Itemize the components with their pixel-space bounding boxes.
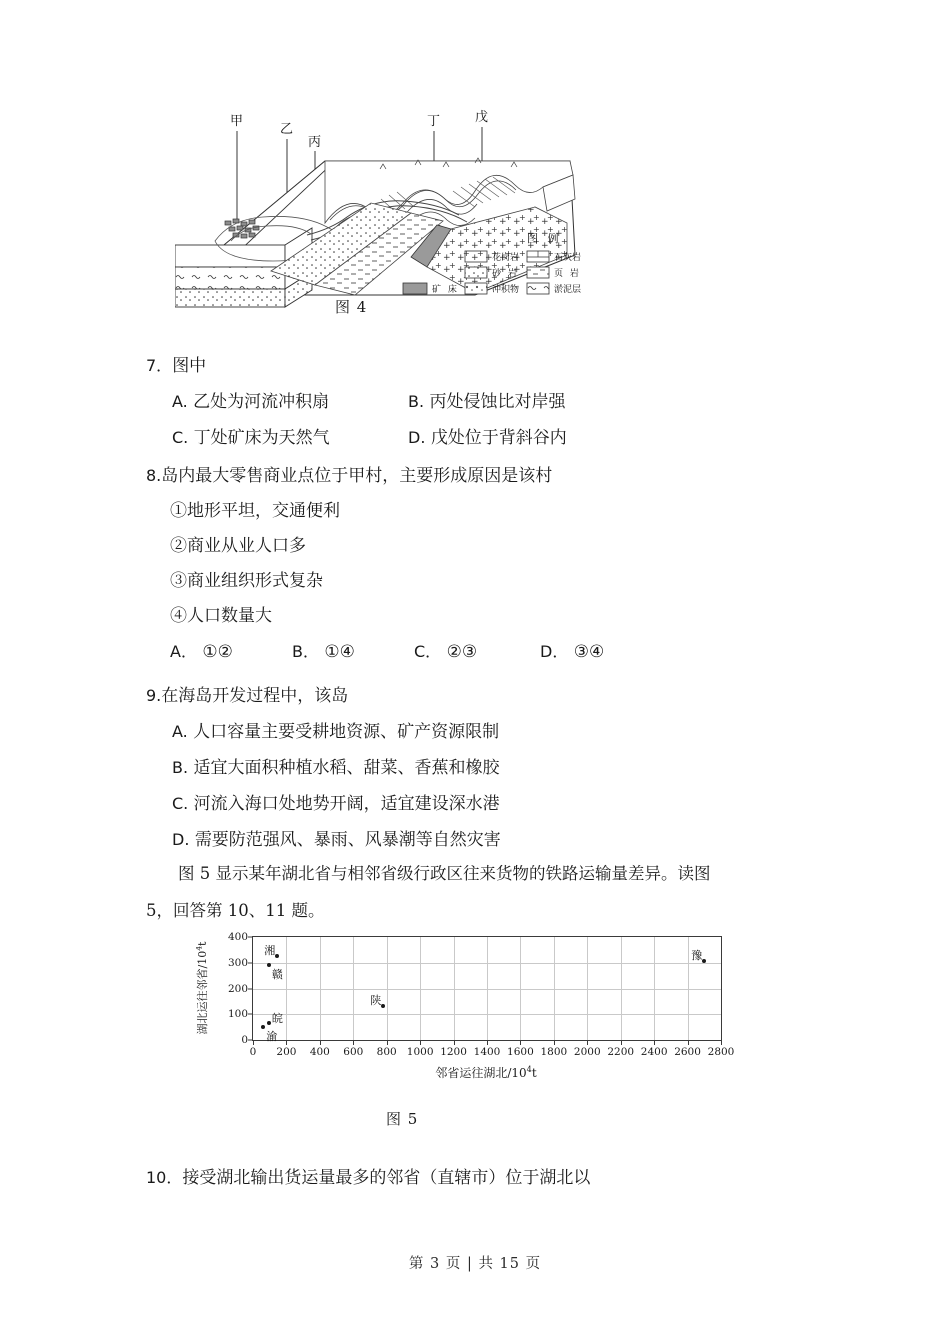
legend-label-shale: 页 岩 <box>554 269 581 279</box>
question-7-options-row-2 <box>146 420 567 456</box>
question-8-stem: 岛内最大零售商业点位于甲村，主要形成原因是该村 <box>161 466 553 486</box>
chart-y-tick-mark <box>248 937 253 938</box>
question-7-stem: 图中 <box>172 356 207 376</box>
question-10 <box>146 1163 590 1188</box>
question-9-option-b-label: B. <box>172 758 189 777</box>
legend-label-granite: 花岗岩 <box>492 253 520 263</box>
chart-y-axis-label-sup: 4 <box>194 945 204 951</box>
question-9-option-a[interactable] <box>146 714 501 750</box>
chart-gridline-horizontal <box>253 989 721 990</box>
chart-x-tick-label: 2200 <box>607 1046 635 1058</box>
chart-x-tick-mark <box>420 1040 421 1045</box>
question-9-option-d-text: 需要防范强风、暴雨、风暴潮等自然灾害 <box>194 830 501 850</box>
chart-point-渝[interactable] <box>261 1025 265 1029</box>
question-9-option-b-text: 适宜大面积种植水稻、甜菜、香蕉和橡胶 <box>193 758 500 778</box>
question-7-option-a[interactable] <box>172 384 408 420</box>
figure-4-callout-labels <box>230 109 488 150</box>
question-7-number: 7． <box>146 356 173 375</box>
chart-y-axis-label-pre: 湖北运往邻省/10 <box>196 950 209 1035</box>
chart-x-tick-label: 1600 <box>507 1046 534 1058</box>
chart-y-tick-mark <box>248 962 253 963</box>
chart-x-axis-label-pre: 邻省运往湖北/10 <box>435 1066 527 1080</box>
chart-x-tick-label: 200 <box>276 1046 297 1058</box>
chart-x-tick-mark <box>387 1040 388 1045</box>
chart-plot-area <box>227 931 735 1058</box>
legend-label-sandstone: 砂 岩 <box>492 269 519 279</box>
chart-y-axis-label <box>194 942 210 1035</box>
legend-swatch-silt <box>527 283 549 294</box>
question-8 <box>146 458 604 670</box>
callout-label-ding: 丁 <box>427 114 441 129</box>
chart-point-赣[interactable] <box>267 963 271 967</box>
chart-x-tick-label: 800 <box>376 1046 397 1058</box>
question-8-option-b[interactable] <box>292 634 414 670</box>
question-7-option-d-text: 戊处位于背斜谷内 <box>430 428 567 448</box>
chart-x-tick-mark <box>487 1040 488 1045</box>
chart-x-tick-mark <box>688 1040 689 1045</box>
intro-line-2: 5，回答第 10、11 题。 <box>146 901 325 920</box>
figure-5-intro-paragraph <box>146 855 846 929</box>
question-9-stem-line <box>146 678 501 714</box>
question-8-option-d-text: ③④ <box>573 642 605 662</box>
chart-x-tick-mark <box>587 1040 588 1045</box>
chart-point-陕[interactable] <box>381 1004 385 1008</box>
question-7-option-c-label: C. <box>172 428 189 447</box>
question-8-statement-1: ①地形平坦，交通便利 <box>170 501 340 521</box>
legend-swatch-shale <box>527 267 549 278</box>
chart-x-tick-mark <box>520 1040 521 1045</box>
callout-label-yi: 乙 <box>280 122 294 137</box>
chart-x-tick-label: 400 <box>309 1046 330 1058</box>
question-7 <box>146 348 567 456</box>
chart-x-axis-label <box>435 1064 536 1081</box>
question-9 <box>146 678 501 858</box>
chart-gridline-horizontal <box>253 1014 721 1015</box>
question-9-stem: 在海岛开发过程中，该岛 <box>161 686 349 706</box>
question-9-option-c-text: 河流入海口处地势开阔，适宜建设深水港 <box>193 794 500 814</box>
question-8-statement-2: ②商业从业人口多 <box>170 536 306 556</box>
question-7-option-c-text: 丁处矿床为天然气 <box>193 428 330 448</box>
page-footer: 第 3 页 | 共 15 页 <box>408 1256 542 1272</box>
chart-x-tick-mark <box>253 1040 254 1045</box>
chart-point-label-湘: 湘 <box>264 943 276 957</box>
question-9-option-a-text: 人口容量主要受耕地资源、矿产资源限制 <box>193 722 500 742</box>
question-8-options-row <box>146 634 604 670</box>
chart-x-tick-label: 0 <box>249 1046 257 1058</box>
question-7-option-b-label: B. <box>408 392 425 411</box>
chart-point-label-赣: 赣 <box>271 967 283 981</box>
chart-x-axis-label-sup: 4 <box>526 1064 532 1074</box>
chart-x-axis-label-post: t <box>531 1066 537 1080</box>
question-8-option-d-label: D． <box>540 642 569 661</box>
legend-label-alluvium: 冲积物 <box>492 285 520 295</box>
chart-point-湘[interactable] <box>275 954 279 958</box>
figure-4-caption: 图 4 <box>335 298 368 316</box>
question-8-stem-line <box>146 458 604 494</box>
question-8-option-a-text: ①② <box>202 642 233 662</box>
chart-y-tick-mark <box>248 988 253 989</box>
question-7-option-a-label: A. <box>172 392 188 411</box>
figure-5-scatter-chart <box>196 928 756 1088</box>
chart-x-tick-mark <box>454 1040 455 1045</box>
chart-x-tick-label: 2600 <box>674 1046 701 1058</box>
legend-swatch-alluvium <box>465 283 487 294</box>
chart-point-皖[interactable] <box>267 1021 271 1025</box>
chart-x-tick-mark <box>621 1040 622 1045</box>
chart-x-tick-mark <box>554 1040 555 1045</box>
chart-y-tick-label: 300 <box>227 956 248 969</box>
legend-label-silt: 淤泥层 <box>554 285 582 295</box>
legend-swatch-ore <box>403 283 427 294</box>
chart-x-tick-mark <box>320 1040 321 1045</box>
chart-x-tick-mark <box>286 1040 287 1045</box>
question-7-stem-line <box>146 348 567 384</box>
figure-5-caption: 图 5 <box>386 1110 419 1128</box>
chart-x-tick-label: 2800 <box>707 1046 735 1058</box>
figure-4-village-jia <box>225 219 259 238</box>
question-8-option-c-label: C． <box>414 642 442 661</box>
chart-y-axis-label-post: t <box>196 941 209 946</box>
chart-x-tick-label: 1200 <box>440 1046 467 1058</box>
question-8-option-d[interactable] <box>540 634 604 670</box>
question-8-option-b-label: B． <box>292 642 319 661</box>
question-7-option-c[interactable] <box>172 420 408 456</box>
question-7-option-b[interactable] <box>408 384 565 420</box>
question-8-option-a-label: A． <box>170 642 197 661</box>
question-8-statement-3: ③商业组织形式复杂 <box>170 571 323 591</box>
legend-label-limestone: 石灰岩 <box>554 253 582 263</box>
chart-y-tick-mark <box>248 1040 253 1041</box>
chart-point-label-陕: 陕 <box>370 993 382 1007</box>
chart-y-tick-label: 100 <box>227 1008 248 1021</box>
legend-title: 图 例 <box>527 232 562 245</box>
question-9-option-d[interactable] <box>146 822 501 858</box>
question-8-option-c[interactable] <box>414 634 540 670</box>
chart-y-tick-mark <box>248 1014 253 1015</box>
chart-x-tick-label: 2400 <box>640 1046 668 1058</box>
callout-label-wu: 戊 <box>475 110 489 125</box>
question-7-option-d-label: D. <box>408 428 426 447</box>
question-9-option-a-label: A. <box>172 722 188 741</box>
chart-x-tick-label: 1000 <box>406 1046 434 1058</box>
chart-x-tick-mark <box>721 1040 722 1045</box>
chart-y-tick-label: 200 <box>227 982 248 995</box>
legend-label-ore: 矿 床 <box>432 285 459 295</box>
chart-x-tick-label: 2000 <box>573 1046 601 1058</box>
intro-line-1: 图 5 显示某年湖北省与相邻省级行政区往来货物的铁路运输量差异。读图 <box>178 864 711 883</box>
chart-point-label-皖: 皖 <box>271 1012 283 1026</box>
question-8-option-b-text: ①④ <box>324 642 355 662</box>
question-10-number: 10． <box>146 1168 183 1187</box>
chart-x-tick-mark <box>353 1040 354 1045</box>
chart-x-tick-label: 1400 <box>473 1046 501 1058</box>
question-9-option-c-label: C. <box>172 794 189 813</box>
chart-x-tick-label: 1800 <box>540 1046 568 1058</box>
callout-label-jia: 甲 <box>230 114 244 129</box>
figure-4-geological-block-diagram <box>175 95 630 310</box>
question-7-option-a-text: 乙处为河流冲积扇 <box>193 392 330 412</box>
legend-swatch-sandstone <box>465 267 487 278</box>
question-8-option-a[interactable] <box>170 634 292 670</box>
chart-x-tick-mark <box>654 1040 655 1045</box>
question-7-option-d[interactable] <box>408 420 567 456</box>
question-8-number: 8. <box>146 466 162 485</box>
question-8-option-c-text: ②③ <box>446 642 478 662</box>
question-9-option-c[interactable] <box>146 786 501 822</box>
chart-point-豫[interactable] <box>702 959 706 963</box>
chart-y-tick-label: 400 <box>227 931 248 943</box>
figure-4-svg <box>175 95 630 310</box>
question-9-option-b[interactable] <box>146 750 501 786</box>
chart-gridline-horizontal <box>253 963 721 964</box>
question-9-option-d-label: D. <box>172 830 190 849</box>
callout-label-bing: 丙 <box>308 135 322 150</box>
question-7-options-row-1 <box>146 384 567 420</box>
chart-point-label-豫: 豫 <box>691 948 703 962</box>
question-10-stem: 接受湖北输出货运量最多的邻省（直辖市）位于湖北以 <box>182 1168 591 1188</box>
question-9-number: 9. <box>146 686 162 705</box>
chart-x-tick-label: 600 <box>343 1046 364 1058</box>
legend-swatch-granite <box>465 251 487 262</box>
question-8-statement-4: ④人口数量大 <box>170 606 272 626</box>
chart-point-label-渝: 渝 <box>266 1029 278 1043</box>
question-7-option-b-text: 丙处侵蚀比对岸强 <box>429 392 566 412</box>
chart-y-tick-label: 0 <box>241 1034 248 1046</box>
